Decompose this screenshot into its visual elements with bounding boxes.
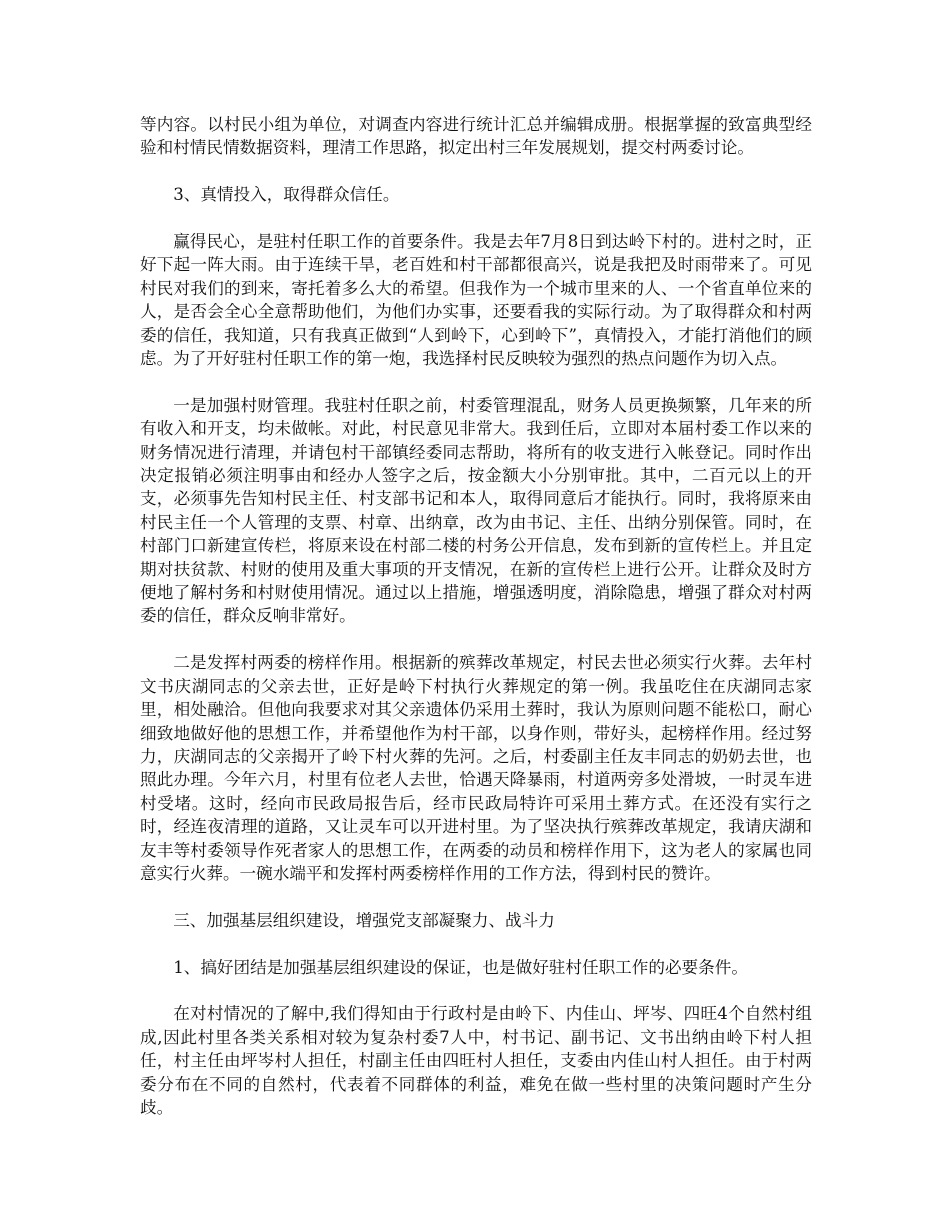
paragraph: 二是发挥村两委的榜样作用。根据新的殡葬改革规定，村民去世必须实行火葬。去年村文书庆湖同志的父亲去世，正好是岭下村执行火葬规定的第一例。我虽吃住在庆湖同志家里，相处融洽。但他向我要求对其父亲遗体仍采用土葬时，我认为原则问题不能松口，耐心细致地做好他的思想工作，并希望他作为村干部，以身作则，带好头，起榜样作用。经过努力，庆湖同志的父亲揭开了岭下村火葬的先河。之后，村委副主任友丰同志的奶奶去世，也照此办理。今年六月，村里有位老人去世，恰遇天降暴雨，村道两旁多处滑坡，一时灵车进村受堵。这时，经向市民政局报告后，经市民政局特许可采用土葬方式。在还没有实行之时，经连夜清理的道路，又让灵车可以开进村里。为了坚决执行殡葬改革规定，我请庆湖和友丰等村委领导作死者家人的思想工作，在两委的动员和榜样作用下，这为老人的家属也同意实行火葬。一碗水端平和发挥村两委榜样作用的工作方法，得到村民的赞许。 xyxy=(140,653,812,883)
paragraph: 在对村情况的了解中,我们得知由于行政村是由岭下、内佳山、坪岑、四旺4个自然村组成,因此村里各类关系相对较为复杂村委7人中，村书记、副书记、文书出纳由岭下村人担任，村主任由坪岑村人担任，村副主任由四旺村人担任，支委由内佳山村人担任。由于村两委分布在不同的自然村，代表着不同群体的利益，难免在做一些村里的决策问题时产生分歧。 xyxy=(140,1004,812,1117)
section-heading: 三、加强基层组织建设，增强党支部凝聚力、战斗力 xyxy=(173,910,555,930)
paragraph: 等内容。以村民小组为单位，对调查内容进行统计汇总并编辑成册。根据掌握的致富典型经验和村情民情数据资料，理清工作思路，拟定出村三年发展规划，提交村两委讨论。 xyxy=(140,115,812,158)
paragraph: 一是加强村财管理。我驻村任职之前，村委管理混乱，财务人员更换频繁，几年来的所有收入和开支，均未做帐。对此，村民意见非常大。我到任后，立即对本届村委工作以来的财务情况进行清理，并请包村干部镇经委同志帮助，将所有的收支进行入帐登记。同时作出决定报销必须注明事由和经办人签字之后，按金额大小分别审批。其中，二百元以上的开支，必须事先告知村民主任、村支部书记和本人，取得同意后才能执行。同时，我将原来由村民主任一个人管理的支票、村章、出纳章，改为由书记、主任、出纳分别保管。同时，在村部门口新建宣传栏，将原来设在村部二楼的村务公开信息，发布到新的宣传栏上。并且定期对扶贫款、村财的使用及重大事项的开支情况，在新的宣传栏上进行公开。让群众及时方便地了解村务和村财使用情况。通过以上措施，增强透明度，消除隐患，增强了群众对村两委的信任，群众反响非常好。 xyxy=(140,395,812,626)
paragraph: 赢得民心，是驻村任职工作的首要条件。我是去年7月8日到达岭下村的。进村之时，正好下起一阵大雨。由于连续干旱，老百姓和村干部都很高兴，说是我把及时雨带来了。可见村民对我们的到来，寄托着多么大的希望。但我作为一个城市里来的人、一个省直单位来的人，是否会全心全意帮助他们，为他们办实事，还要看我的实际行动。为了取得群众和村两委的信任，我知道，只有我真正做到“人到岭下，心到岭下”，真情投入，才能打消他们的顾虑。为了开好驻村任职工作的第一炮，我选择村民反映较为强烈的热点问题作为切入点。 xyxy=(140,232,812,369)
document-body xyxy=(140,113,812,1143)
section-heading: 1、搞好团结是加强基层组织建设的保证，也是做好驻村任职工作的必要条件。 xyxy=(173,957,748,977)
section-heading: 3、真情投入，取得群众信任。 xyxy=(173,185,400,205)
